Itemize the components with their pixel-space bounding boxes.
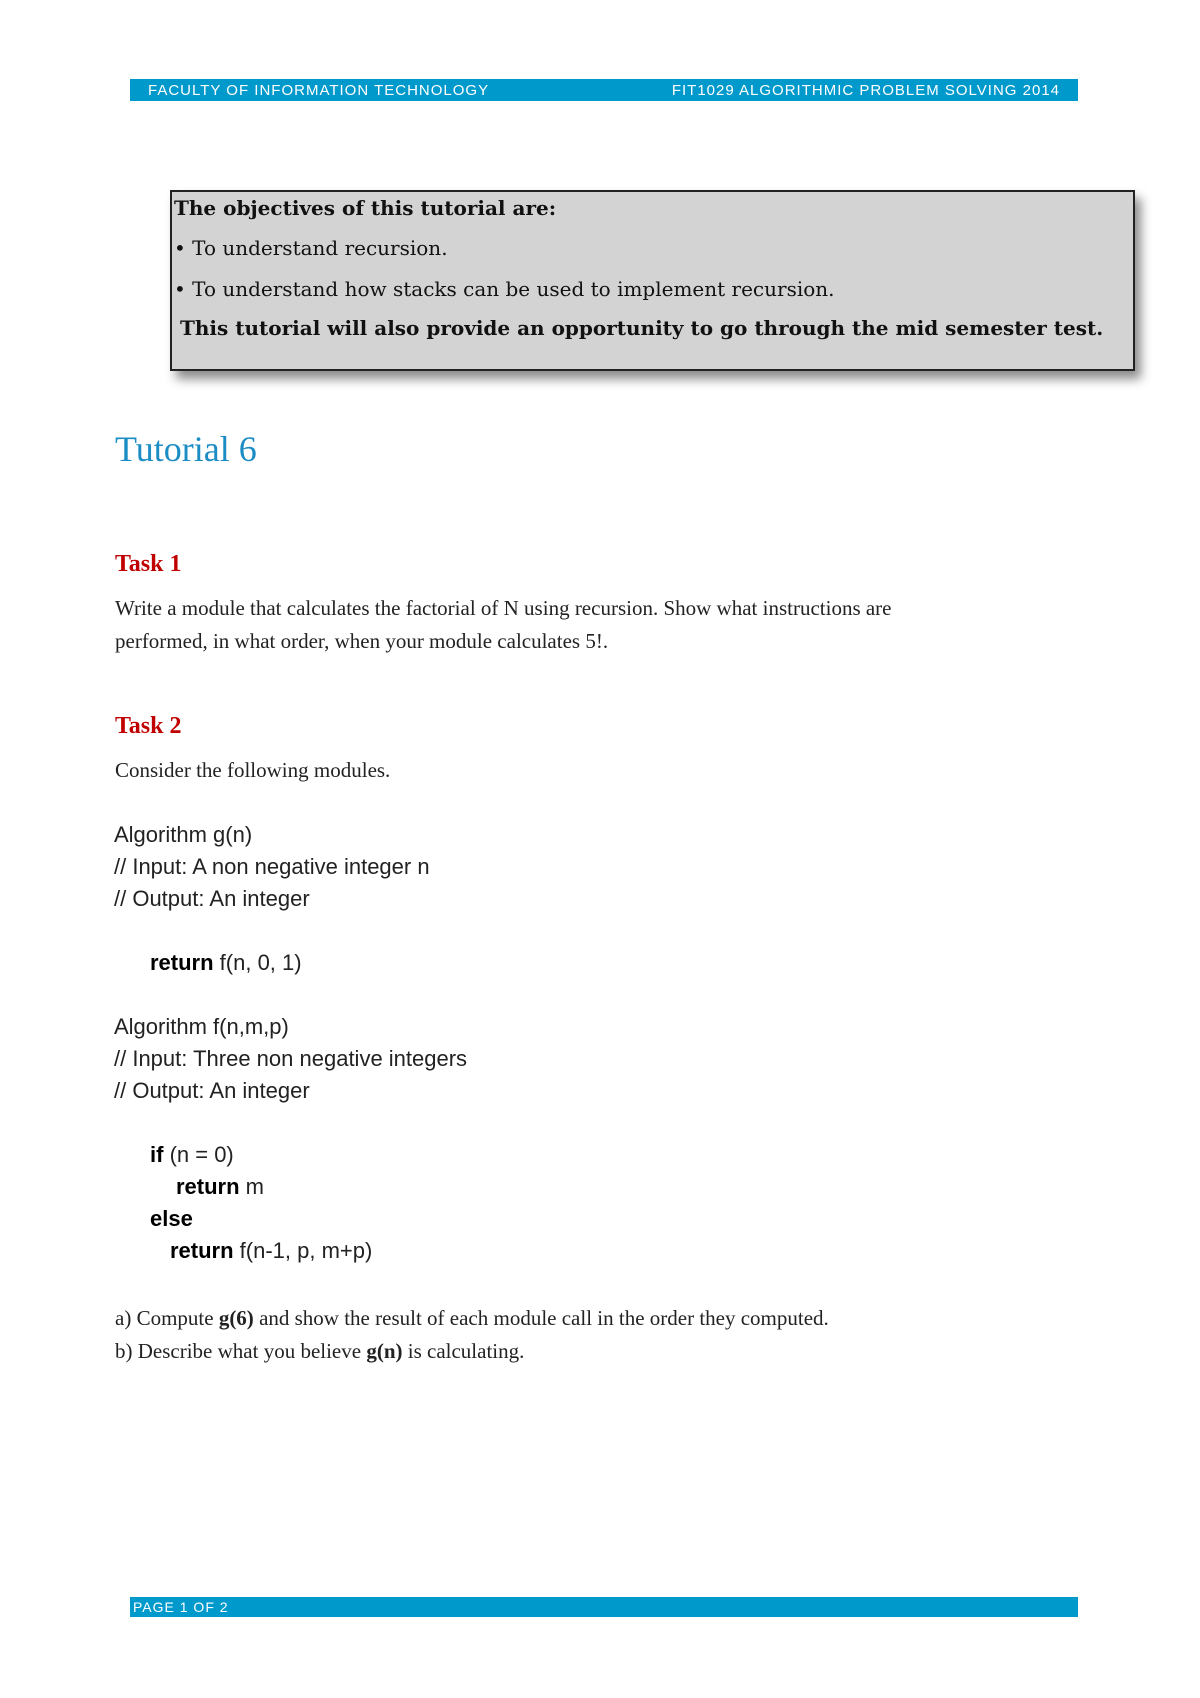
task1-heading: Task 1 (115, 551, 182, 577)
header-faculty: FACULTY OF INFORMATION TECHNOLOGY (148, 81, 490, 99)
keyword-else: else (150, 1206, 193, 1231)
if-condition: (n = 0) (163, 1142, 234, 1167)
keyword-return: return (176, 1174, 240, 1199)
question-text: and show the result of each module call in the order they computed. (253, 1306, 829, 1330)
question-text: is calculating. (402, 1339, 525, 1363)
task1-text (115, 592, 1075, 658)
task1-line: performed, in what order, when your module calculates 5!. (115, 629, 609, 653)
algorithm-f-output: // Output: An integer (114, 1078, 310, 1103)
objectives-box (170, 190, 1135, 371)
algorithm-f-else (150, 1206, 193, 1232)
page-footer (130, 1597, 1078, 1617)
task2-heading: Task 2 (115, 713, 182, 739)
page-title: Tutorial 6 (115, 429, 257, 469)
page-header (130, 79, 1078, 101)
question-emphasis: g(n) (366, 1339, 403, 1363)
task1-line: Write a module that calculates the factorial of N using recursion. Show what instructions are (115, 596, 892, 620)
algorithm-g-return (150, 950, 302, 976)
objective-item: • To understand recursion. (174, 236, 448, 260)
page-number: PAGE 1 OF 2 (133, 1599, 229, 1615)
keyword-return: return (150, 950, 214, 975)
algorithm-g-input: // Input: A non negative integer n (114, 854, 430, 879)
algorithm-f-if (150, 1142, 234, 1168)
header-course: FIT1029 ALGORITHMIC PROBLEM SOLVING 2014 (671, 81, 1060, 99)
question-text: b) Describe what you believe (115, 1339, 367, 1363)
return-expression: f(n, 0, 1) (213, 950, 302, 975)
task2-intro: Consider the following modules. (115, 758, 391, 782)
keyword-if: if (150, 1142, 164, 1167)
return-expression: f(n-1, p, m+p) (233, 1238, 373, 1263)
question-text: a) Compute (115, 1306, 219, 1330)
algorithm-g-output: // Output: An integer (114, 886, 310, 911)
return-expression: m (239, 1174, 265, 1199)
question-b (115, 1335, 524, 1368)
algorithm-g-header: Algorithm g(n) (114, 822, 253, 847)
algorithm-f-return-m (176, 1174, 264, 1200)
algorithm-f-header: Algorithm f(n,m,p) (114, 1014, 289, 1039)
keyword-return: return (170, 1238, 234, 1263)
objective-item: • To understand how stacks can be used to implement recursion. (174, 277, 835, 301)
objectives-footer: This tutorial will also provide an opportunity to go through the mid semester test. (180, 316, 1104, 340)
objectives-heading: The objectives of this tutorial are: (174, 196, 557, 220)
algorithm-f-return-recursive (170, 1238, 372, 1264)
question-emphasis: g(6) (218, 1306, 254, 1330)
question-a (115, 1302, 829, 1335)
algorithm-f-input: // Input: Three non negative integers (114, 1046, 468, 1071)
